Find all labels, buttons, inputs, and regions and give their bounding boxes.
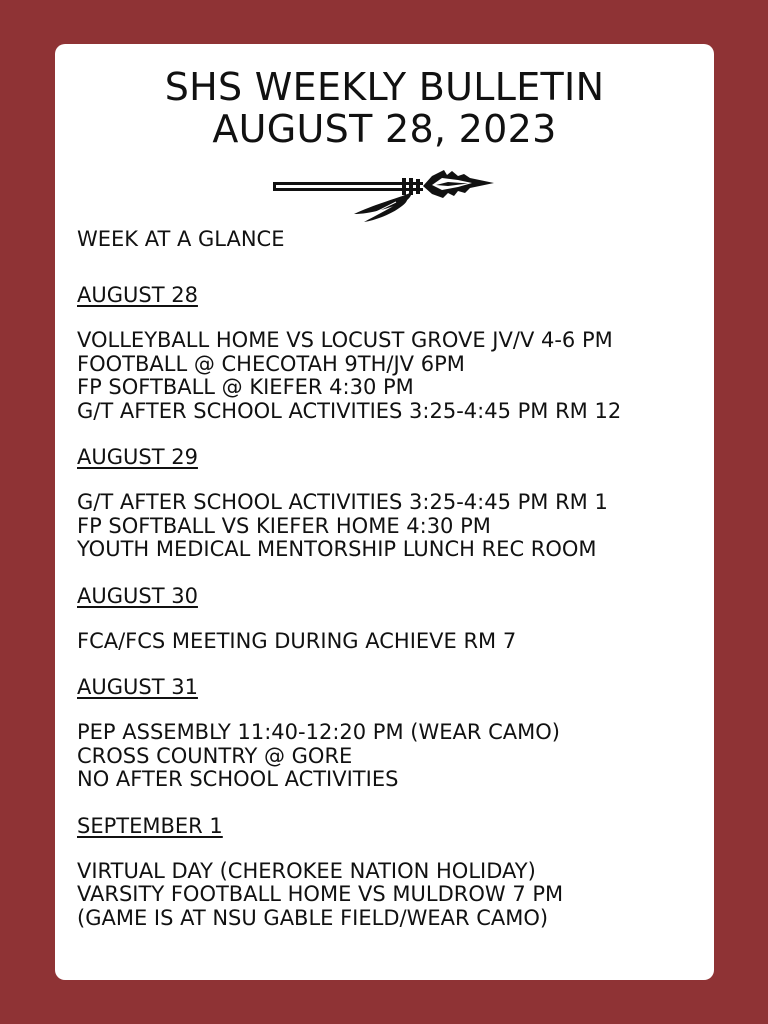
day-section [77, 282, 707, 423]
event-item: NO AFTER SCHOOL ACTIVITIES [77, 767, 399, 791]
day-heading: AUGUST 30 [77, 583, 198, 608]
event-list [77, 329, 707, 423]
event-item: FOOTBALL @ CHECOTAH 9TH/JV 6PM [77, 351, 465, 376]
event-item: PEP ASSEMBLY 11:40-12:20 PM (WEAR CAMO) [77, 720, 560, 744]
bulletin-content [77, 225, 707, 951]
bulletin-date: AUGUST 28, 2023 [212, 107, 557, 151]
event-item: VIRTUAL DAY (CHEROKEE NATION HOLIDAY) [77, 858, 536, 883]
day-heading: SEPTEMBER 1 [77, 813, 223, 838]
event-item: (GAME IS AT NSU GABLE FIELD/WEAR CAMO) [77, 905, 549, 930]
day-section [77, 674, 707, 792]
day-heading: AUGUST 29 [77, 445, 198, 469]
event-list [77, 491, 707, 562]
spear-arrowhead-feather-icon [272, 162, 496, 224]
bulletin-title: SHS WEEKLY BULLETIN [164, 65, 605, 109]
day-section [77, 444, 707, 562]
day-heading: AUGUST 31 [77, 675, 198, 699]
event-item: G/T AFTER SCHOOL ACTIVITIES 3:25-4:45 PM RM 12 [77, 398, 622, 423]
event-list [77, 860, 707, 931]
event-list [77, 721, 707, 792]
event-item: G/T AFTER SCHOOL ACTIVITIES 3:25-4:45 PM RM 1 [77, 490, 608, 514]
event-item: YOUTH MEDICAL MENTORSHIP LUNCH REC ROOM [77, 537, 597, 561]
event-item: FP SOFTBALL @ KIEFER 4:30 PM [77, 375, 414, 399]
event-item: VOLLEYBALL HOME VS LOCUST GROVE JV/V 4-6 PM [77, 328, 613, 352]
day-section [77, 813, 707, 931]
event-item: VARSITY FOOTBALL HOME VS MULDROW 7 PM [77, 882, 564, 906]
week-at-a-glance-heading: WEEK AT A GLANCE [77, 227, 285, 251]
day-section [77, 583, 707, 654]
event-item: FCA/FCS MEETING DURING ACHIEVE RM 7 [77, 628, 517, 653]
day-heading: AUGUST 28 [77, 283, 198, 307]
bulletin-card [55, 44, 714, 980]
event-item: CROSS COUNTRY @ GORE [77, 743, 353, 768]
event-list [77, 630, 707, 654]
event-item: FP SOFTBALL VS KIEFER HOME 4:30 PM [77, 513, 491, 538]
